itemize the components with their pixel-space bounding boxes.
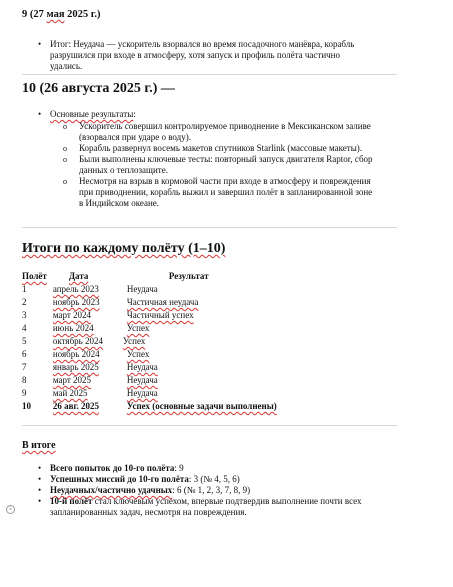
col-result: Результат (168, 271, 209, 281)
total-success: • Успешных миссий до 10-го полёта: 3 (№ 4, 5, 6) (38, 474, 418, 485)
flight-9-list (38, 39, 408, 72)
divider (22, 425, 397, 426)
flight-10-sublist (63, 121, 418, 209)
table-row: 2 ноябрь 2023 Частичная неудача (22, 297, 199, 307)
table-row: 4 июнь 2024 Успех (22, 323, 150, 333)
subitem: o Корабль развернул восемь макетов спутников Starlink (массовые макеты). (63, 143, 418, 154)
results-table (22, 270, 277, 413)
subitem: o Были выполнены ключевые тесты: повторный запуск двигателя Raptor, сбор данных о теплозащите. (63, 154, 418, 176)
total-attempts: • Всего попыток до 10-го полёта: 9 (38, 463, 418, 474)
flight-10-main-results: • Основные результаты: o Ускоритель совершил контролируемое приводнение в Мексиканском заливе (взорвался при ударе о воду). o Корабль развернул восемь макетов спутников Starlink (массовые макеты). o Были выполнены ключевые тесты: повторный запуск двигателя Raptor, сбор данных о теплозащите. o Несмотря на взрыв в кормовой части при входе в атмосферу и повреждения при приводнении, корабль выжил и завершил полёт в запланированной зоне в Индийском океане. (38, 109, 418, 209)
table-row: 8 март 2025 Неудача (22, 375, 158, 385)
total-failures: • Неудачных/частично удачных: 6 (№ 1, 2, 3, 7, 8, 9) (38, 485, 418, 496)
table-row: 10 26 авг. 2025 Успех (основные задачи выполнены) (22, 401, 277, 411)
flight-9-outcome: • Итог: Неудача — ускоритель взорвался во время посадочного манёвра, корабль разрушился при входе в атмосферу, хотя запуск и профиль полёта частично удались. (38, 39, 408, 72)
table-row: 7 январь 2025 Неудача (22, 362, 158, 372)
divider (22, 74, 397, 75)
table-row: 3 март 2024 Частичный успех (22, 310, 194, 320)
flight-10-list (38, 109, 418, 209)
total-list (38, 463, 418, 518)
summary-heading: Итоги по каждому полёту (1–10) (22, 241, 226, 256)
flight-9-heading: 9 (27 мая 2025 г.) (22, 9, 101, 20)
col-date: Дата (68, 271, 89, 281)
table-row: 9 май 2025 Неудача (22, 388, 158, 398)
total-heading: В итоге (22, 440, 56, 451)
total-flight-10: • 10-й полёт стал ключевым успехом, впервые подтвердив выполнение почти всех запланированных задач, несмотря на повреждения. (38, 496, 418, 518)
table-header-row (22, 270, 277, 283)
subitem: o Ускоритель совершил контролируемое приводнение в Мексиканском заливе (взорвался при ударе о воду). (63, 121, 418, 143)
table-row: 5 октябрь 2024 Успех (22, 336, 146, 346)
anchor-marker-icon: ⏚ (7, 507, 13, 512)
col-flight: Полёт (22, 271, 47, 281)
flight-10-heading: 10 (26 августа 2025 г.) — (22, 81, 175, 96)
divider (22, 227, 397, 228)
table-row: 6 ноябрь 2024 Успех (22, 349, 150, 359)
subitem: o Несмотря на взрыв в кормовой части при входе в атмосферу и повреждения при приводнении, корабль выжил и завершил полёт в запланированной зоне в Индийском океане. (63, 176, 418, 209)
table-row: 1 апрель 2023 Неудача (22, 284, 158, 294)
